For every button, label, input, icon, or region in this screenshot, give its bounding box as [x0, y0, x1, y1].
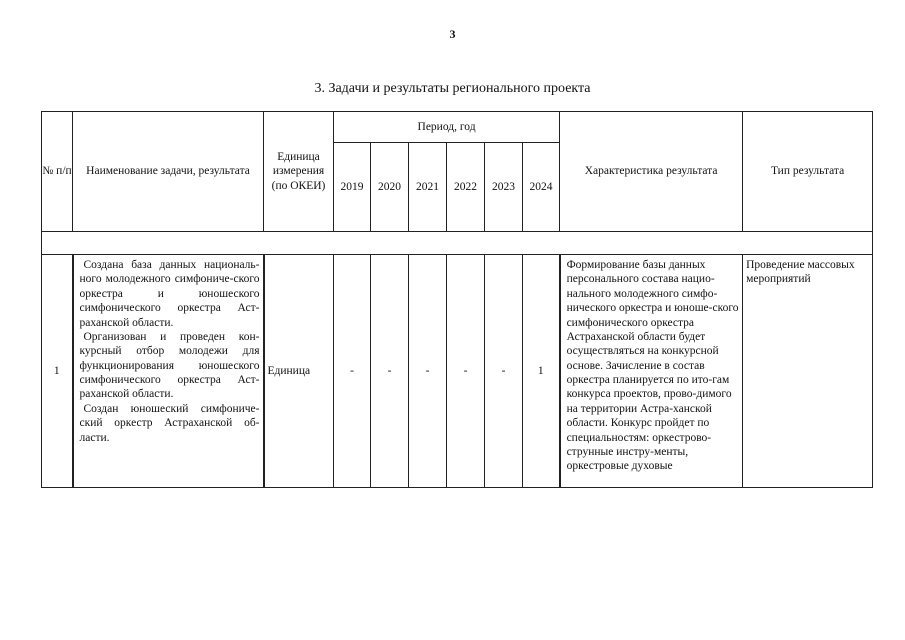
header-name: Наименование задачи, результата [73, 112, 264, 232]
row-value: 1 [523, 255, 560, 488]
header-year: 2020 [371, 143, 409, 232]
row-num: 1 [42, 255, 73, 488]
header-year: 2024 [523, 143, 560, 232]
row-characteristic: Формирование базы данных персонального состава нацио-нального молодежного симфо-нического оркестра и юноше-ского симфонического оркестра Астраханской области будет осуществляться на конкурсной основе. Зачисление в состав оркестра планируется по ито-гам конкурса проектов, прово-димого на территории Астра-ханской области. Конкурс пройдет по специальностям: оркестрово-струнные инстру-менты, оркестровые духовые [560, 255, 743, 488]
spacer-cell [42, 232, 873, 255]
row-name-paragraph: Создан юношеский симфониче-ский оркестр Астраханской об-ласти. [79, 402, 260, 444]
header-year: 2022 [447, 143, 485, 232]
header-row [42, 112, 873, 143]
row-type: Проведение массовых мероприятий [743, 255, 873, 488]
header-year: 2021 [409, 143, 447, 232]
page-number: 3 [449, 27, 456, 41]
header-num: № п/п [42, 112, 73, 232]
header-period: Период, год [334, 112, 560, 143]
header-characteristic: Характеристика результата [560, 112, 743, 232]
row-value: - [334, 255, 371, 488]
section-title: 3. Задачи и результаты регионального проекта [314, 81, 591, 96]
row-value: - [409, 255, 447, 488]
header-year: 2023 [485, 143, 523, 232]
row-name-paragraph: Создана база данных националь-ного молодежного симфониче-ского оркестра и юношеского симфонического оркестра Аст-раханской области. [79, 259, 260, 329]
results-table [41, 111, 873, 488]
row-value: - [371, 255, 409, 488]
row-value: - [485, 255, 523, 488]
row-name [73, 255, 264, 488]
row-unit: Единица [264, 255, 334, 488]
row-value: - [447, 255, 485, 488]
spacer-row [42, 232, 873, 255]
header-type: Тип результата [743, 112, 873, 232]
header-year: 2019 [334, 143, 371, 232]
header-unit: Единица измерения (по ОКЕИ) [264, 112, 334, 232]
row-name-paragraph: Организован и проведен кон-курсный отбор молодежи для функционирования юношеского симфонического оркестра Аст-раханской области. [79, 330, 260, 401]
table-row [42, 255, 873, 488]
